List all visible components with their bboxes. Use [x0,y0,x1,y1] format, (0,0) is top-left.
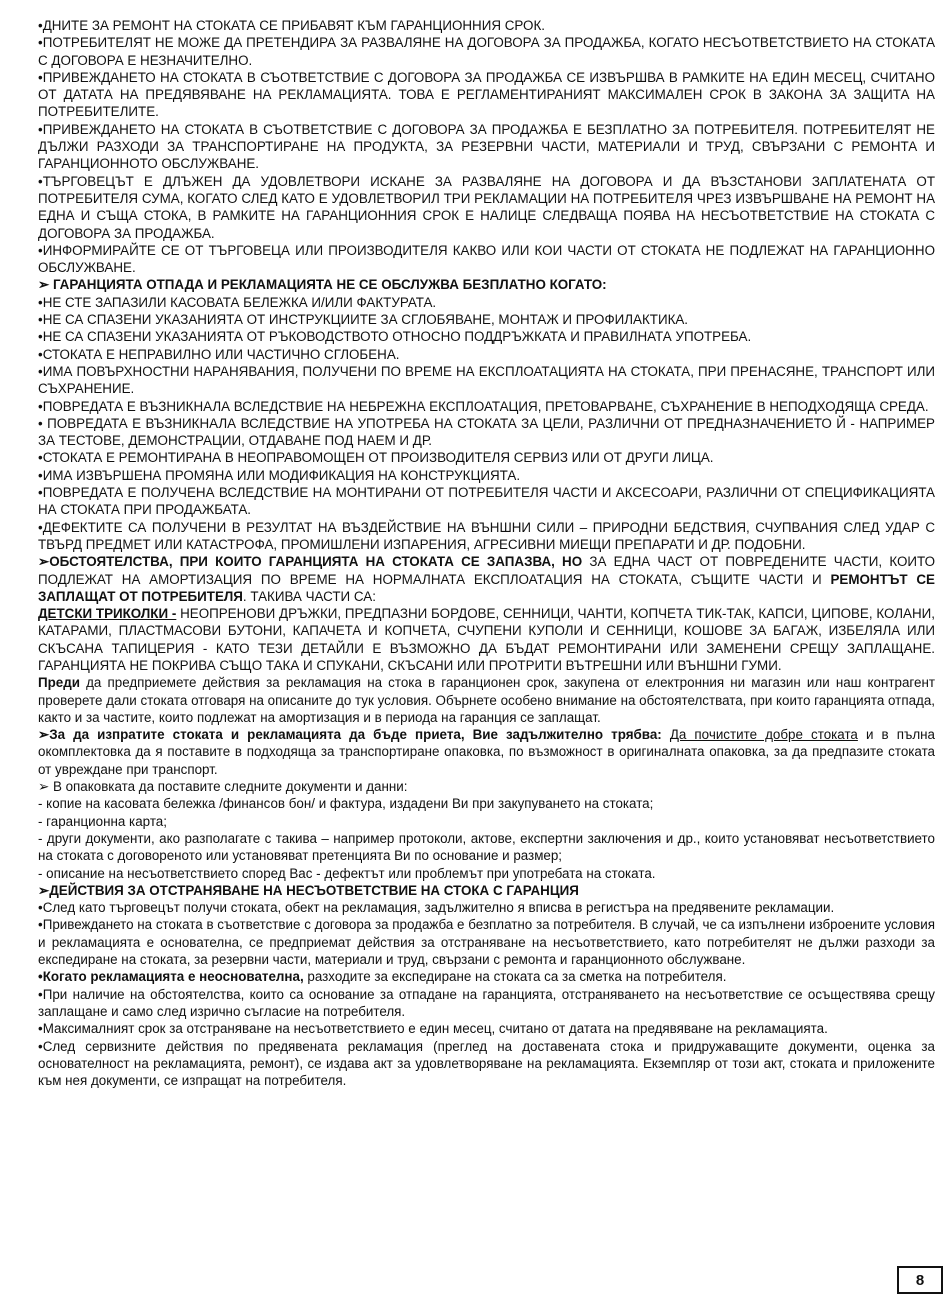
list-item: - гаранционна карта; [38,813,167,829]
paragraph: •НЕ СТЕ ЗАПАЗИЛИ КАСОВАТА БЕЛЕЖКА И/ИЛИ ФАКТУРАТА. [38,294,437,310]
paragraph: •СТОКАТА Е РЕМОНТИРАНА В НЕОПРАВОМОЩЕН ОТ ПРОИЗВОДИТЕЛЯ СЕРВИЗ ИЛИ ОТ ДРУГИ ЛИЦА. [38,450,714,466]
paragraph: •ДНИТЕ ЗА РЕМОНТ НА СТОКАТА СЕ ПРИБАВЯТ КЪМ ГАРАНЦИОННИЯ СРОК. [38,18,545,33]
paragraph: ➢ В опаковката да поставите следните документи и данни: [38,779,408,795]
paragraph: •При наличие на обстоятелства, които са основание за отпадане на гаранцията, отстраняването на несъответствие се осъществява срещу заплащане и само след изрично съгласие на потребителя. [38,986,935,1019]
section-heading-actions: ➢ДЕЙСТВИЯ ЗА ОТСТРАНЯВАНЕ НА НЕСЪОТВЕТСТВИЕ НА СТОКА С ГАРАНЦИЯ [38,882,579,898]
text: да предприемете действия за рекламация на стока в гаранционен срок, закупена от електронния ни магазин или наш контрагент проверете дали стоката отговаря на описаните до тук условия. Обърнете особено внимание на обстоятелствата, при които гаранцията отпада, както и за частите, които подлежат на амортизация и в периода на гаранция се заплащат. [38,675,935,725]
section-heading-warranty-void: ➢ ГАРАНЦИЯТА ОТПАДА И РЕКЛАМАЦИЯТА НЕ СЕ ОБСЛУЖВА БЕЗПЛАТНО КОГАТО: [38,277,607,293]
paragraph-before [38,674,935,726]
paragraph: • ПОВРЕДАТА Е ВЪЗНИКНАЛА ВСЛЕДСТВИЕ НА УПОТРЕБА НА СТОКАТА ЗА ЦЕЛИ, РАЗЛИЧНИ ОТ ПРЕДНАЗНАЧЕНИЕТО Й - НАПРИМЕР ЗА ТЕСТОВЕ, ДЕМОНСТРАЦИИ, ОТДАВАНЕ ПОД НАЕМ И ДР. [38,415,935,449]
text: и в пълна окомплектовка да я поставите в подходяща за транспортиране опаковка, по възможност в оригиналната опаковка, за да предпазите стоката от увреждане при транспорт. [38,727,935,777]
paragraph: •ПОТРЕБИТЕЛЯТ НЕ МОЖЕ ДА ПРЕТЕНДИРА ЗА РАЗВАЛЯНЕ НА ДОГОВОРА ЗА ПРОДАЖБА, КОГАТО НЕСЪОТВЕТСТВИЕТО НА СТОКАТА С ДОГОВОРА Е НЕЗНАЧИТЕЛНО. [38,35,935,68]
bold-text: РЕМОНТЪТ СЕ ЗАПЛАЩАТ ОТ ПОТРЕБИТЕЛЯ [38,571,935,604]
bold-underlined-text: ДЕТСКИ ТРИКОЛКИ - [38,606,177,622]
text: ЗА ЕДНА ЧАСТ ОТ ПОВРЕДЕНИТЕ ЧАСТИ, КОИТО ПОДЛЕЖАТ НА АМОРТИЗАЦИЯ ПО ВРЕМЕ НА НОРМАЛНАТА ЕКСПЛОАТАЦИЯ НА СТОКАТА, СЪЩИТЕ ЧАСТИ И [38,554,936,587]
paragraph: •ИНФОРМИРАЙТЕ СЕ ОТ ТЪРГОВЕЦА ИЛИ ПРОИЗВОДИТЕЛЯ КАКВО ИЛИ КОИ ЧАСТИ ОТ СТОКАТА НЕ ПОДЛЕЖАТ НА ГАРАНЦИОННО ОБСЛУЖВАНЕ. [38,242,935,276]
bold-text: ➢За да изпратите стоката и рекламацията да бъде приета, Вие задължително трябва: [38,727,662,743]
underlined-text: Да почистите добре стоката [669,727,858,743]
paragraph: •Привеждането на стоката в съответствие с договора за продажба е безплатно за потребителя. В случай, че са изпълнени изброените условия и рекламацията е основателна, се предприемат действия за отстраняване на несъответствието, като потребителят не дължи разходи за експедиране на стоката, за резервни части, материали и труд, свързани с ремонта и гаранционното обслужване. [38,917,935,968]
paragraph: •НЕ СА СПАЗЕНИ УКАЗАНИЯТА ОТ РЪКОВОДСТВОТО ОТНОСНО ПОДДРЪЖКАТА И ПРАВИЛНАТА УПОТРЕБА. [38,329,752,345]
paragraph: •ДЕФЕКТИТЕ СА ПОЛУЧЕНИ В РЕЗУЛТАТ НА ВЪЗДЕЙСТВИЕ НА ВЪНШНИ СИЛИ – ПРИРОДНИ БЕДСТВИЯ, СЧУПВАНИЯ СЛЕД УДАР С ТВЪРД ПРЕДМЕТ ИЛИ КАТАСТРОФА, ПРОМИШЛЕНИ ИЗПАРЕНИЯ, АГРЕСИВНИ МИЕЩИ ПРЕПАРАТИ И ДР. ПОДОБНИ. [38,519,935,552]
paragraph: •ИМА ПОВЪРХНОСТНИ НАРАНЯВАНИЯ, ПОЛУЧЕНИ ПО ВРЕМЕ НА ЕКСПЛОАТАЦИЯТА НА СТОКАТА, ПРИ ПРЕНАСЯНЕ, ТРАНСПОРТ ИЛИ СЪХРАНЕНИЕ. [38,363,935,397]
bold-text: ➢ОБСТОЯТЕЛСТВА, ПРИ КОИТО ГАРАНЦИЯТА НА СТОКАТА СЕ ЗАПАЗВА, НО [38,554,583,570]
paragraph: •ИМА ИЗВЪРШЕНА ПРОМЯНА ИЛИ МОДИФИКАЦИЯ НА КОНСТРУКЦИЯТА. [38,467,521,483]
document-body [38,17,935,1089]
paragraph: •ТЪРГОВЕЦЪТ Е ДЛЪЖЕН ДА УДОВЛЕТВОРИ ИСКАНЕ ЗА РАЗВАЛЯНЕ НА ДОГОВОРА И ДА ВЪЗСТАНОВИ ЗАПЛАТЕНАТА ОТ ПОТРЕБИТЕЛЯ СУМА, КОГАТО СЛЕД КАТО Е УДОВЛЕТВОРИЛ ТРИ РЕКЛАМАЦИИ НА ПОТРЕБИТЕЛЯ ЧРЕЗ ИЗВЪРШВАНЕ НА РЕМОНТ НА ЕДНА И СЪЩА СТОКА, В РАМКИТЕ НА ГАРАНЦИОННИЯ СРОК Е НАЛИЦЕ СЛЕДВАЩА ПОЯВА НА НЕСЪОТВЕТСТВИЕ НА СТОКАТА С ДОГОВОРА ЗА ПРОДАЖБА. [38,173,935,241]
list-item: - копие на касовата бележка /финансов бон/ и фактура, издадени Ви при закупуването на стоката; [38,796,654,812]
text: . ТАКИВА ЧАСТИ СА: [242,588,376,604]
bold-text: •Когато рекламацията е неоснователна, [38,969,304,985]
paragraph: •ПОВРЕДАТА Е ВЪЗНИКНАЛА ВСЛЕДСТВИЕ НА НЕБРЕЖНА ЕКСПЛОАТАЦИЯ, ПРЕТОВАРВАНЕ, СЪХРАНЕНИЕ В НЕПОДХОДЯЩА СРЕДА. [38,398,929,414]
paragraph-shipping [38,726,935,778]
text: разходите за експедиране на стоката са за сметка на потребителя. [303,969,727,985]
text: НЕОПРЕНОВИ ДРЪЖКИ, ПРЕДПАЗНИ БОРДОВЕ, СЕННИЦИ, ЧАНТИ, КОПЧЕТА ТИК-ТАК, КАПСИ, ЦИПОВЕ, КОЛАНИ, КАТАРАМИ, ПЛАСТМАСОВИ БУТОНИ, КАПАЧЕТА И КОПЧЕТА, СЧУПЕНИ КУПОЛИ И СЕННИЦИ, КОШОВЕ ЗА БАГАЖ, ИЗБЕЛЯЛА ИЛИ СКЪСАНА ТАПИЦЕРИЯ - КАТО ТЕЗИ ДЕТАЙЛИ Е ВЪЗМОЖНО ДА БЪДАТ РЕМОНТИРАНИ ИЛИ ЗАМЕНЕНИ СРЕЩУ ЗАПЛАЩАНЕ. ГАРАНЦИЯТА НЕ ПОКРИВА СЪЩО ТАКА И СПУКАНИ, СКЪСАНИ ИЛИ ПРОТРИТИ ВЪТРЕШНИ ИЛИ ВЪНШНИ ГУМИ. [38,606,935,673]
paragraph: •ПРИВЕЖДАНЕТО НА СТОКАТА В СЪОТВЕТСТВИЕ С ДОГОВОРА ЗА ПРОДАЖБА Е БЕЗПЛАТНО ЗА ПОТРЕБИТЕЛЯ. ПОТРЕБИТЕЛЯТ НЕ ДЪЛЖИ РАЗХОДИ ЗА ТРАНСПОРТИРАНЕ НА ПРОДУКТА, ЗА РЕЗЕРВНИ ЧАСТИ, МАТЕРИАЛИ И ТРУД, СВЪРЗАНИ С РЕМОНТА И ГАРАНЦИОННОТО ОБСЛУЖВАНЕ. [38,121,935,172]
list-item: - други документи, ако разполагате с такива – например протоколи, актове, експертни заключения и др., които установяват несъответствието на стоката с договореното или установяват претенцията Ви по основание и размер; [38,830,935,864]
paragraph-tricycles [38,605,935,674]
paragraph: •Максималният срок за отстраняване на несъответствието е един месец, считано от датата на предявяване на рекламацията. [38,1021,828,1037]
paragraph: •НЕ СА СПАЗЕНИ УКАЗАНИЯТА ОТ ИНСТРУКЦИИТЕ ЗА СГЛОБЯВАНЕ, МОНТАЖ И ПРОФИЛАКТИКА. [38,312,689,328]
paragraph-unfounded [38,968,935,985]
paragraph: •СТОКАТА Е НЕПРАВИЛНО ИЛИ ЧАСТИЧНО СГЛОБЕНА. [38,346,400,362]
paragraph: •ПРИВЕЖДАНЕТО НА СТОКАТА В СЪОТВЕТСТВИЕ С ДОГОВОРА ЗА ПРОДАЖБА СЕ ИЗВЪРШВА В РАМКИТЕ НА ЕДИН МЕСЕЦ, СЧИТАНО ОТ ДАТАТА НА ПРЕДЯВЯВАНЕ НА РЕКЛАМАЦИЯТА. ТОВА Е РЕГЛАМЕНТИРАНИЯТ МАКСИМАЛЕН СРОК В ЗАКОНА ЗА ЗАЩИТА НА ПОТРЕБИТЕЛИТЕ. [38,69,935,120]
paragraph-amortization [38,553,935,605]
list-item: - описание на несъответствието според Вас - дефектът или проблемът при употребата на стоката. [38,865,656,881]
paragraph: •След сервизните действия по предявената рекламация (преглед на доставената стока и придружаващите документи, оценка за основателност на рекламацията, ремонт), се издава акт за удовлетворяване на рекламацията. Екземпляр от този акт, стоката и приложените към нея документи, се изпращат на потребителя. [38,1038,935,1089]
bold-text: Преди [38,675,80,691]
page-number: 8 [897,1266,943,1294]
paragraph: •След като търговецът получи стоката, обект на рекламация, задължително я вписва в регистъра на предявените рекламации. [38,900,835,916]
paragraph: •ПОВРЕДАТА Е ПОЛУЧЕНА ВСЛЕДСТВИЕ НА МОНТИРАНИ ОТ ПОТРЕБИТЕЛЯ ЧАСТИ И АКСЕСОАРИ, РАЗЛИЧНИ ОТ СПЕЦИФИКАЦИЯТА НА СТОКАТА ПРИ ПРОДАЖБАТА. [38,485,935,518]
